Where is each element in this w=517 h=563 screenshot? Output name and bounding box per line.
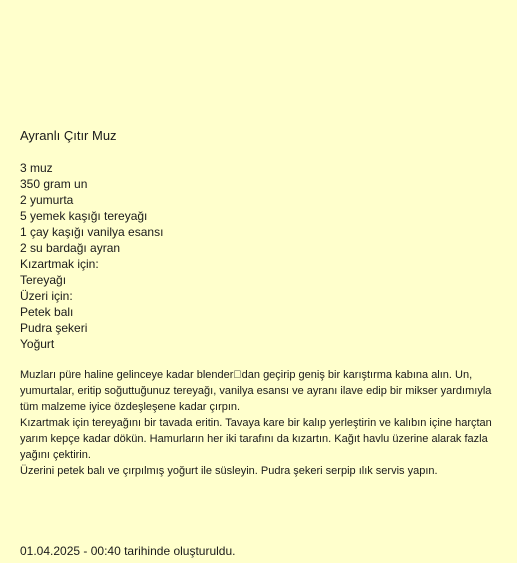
ingredient-item: 2 su bardağı ayran [20,241,121,255]
instruction-paragraph: Muzları püre haline gelinceye kadar blender dan geçirip geniş bir karıştırma kabına alın. Un, yumurtalar, eritip soğuttuğunuz tereyağı, vanilya esansı ve ayranı ilave edip bir mikser yardımıyla tüm malzeme iyice özdeşleşene kadar çırpın. [20,369,492,413]
created-timestamp: 01.04.2025 - 00:40 tarihinde oluşturuldu. [20,544,236,558]
ingredient-item: Yoğurt [20,337,55,351]
ingredient-item: 2 yumurta [20,193,74,207]
recipe-document [20,0,510,563]
ingredient-section-heading: Üzeri için: [20,289,73,303]
ingredient-item: 350 gram un [20,177,88,191]
ingredient-item: 1 çay kaşığı vanilya esansı [20,225,164,239]
recipe-title: Ayranlı Çıtır Muz [20,128,117,143]
ingredient-item: 3 muz [20,161,53,175]
ingredient-section-heading: Kızartmak için: [20,257,99,271]
ingredient-item: Pudra şekeri [20,321,88,335]
ingredients-list [20,160,163,352]
instructions [20,367,510,479]
instruction-paragraph: Kızartmak için tereyağını bir tavada eritin. Tavaya kare bir kalıp yerleştirin ve kalıbın içine harçtan yarım kepçe kadar dökün. Hamurların her iki tarafını da kızartın. Kağıt havlu üzerine alarak fazla yağını çektirin. [20,417,492,461]
instruction-paragraph: Üzerini petek balı ve çırpılmış yoğurt ile süsleyin. Pudra şekeri serpip ılık servis yapın. [20,465,438,477]
ingredient-item: 5 yemek kaşığı tereyağı [20,209,148,223]
ingredient-item: Petek balı [20,305,74,319]
ingredient-item: Tereyağı [20,273,67,287]
